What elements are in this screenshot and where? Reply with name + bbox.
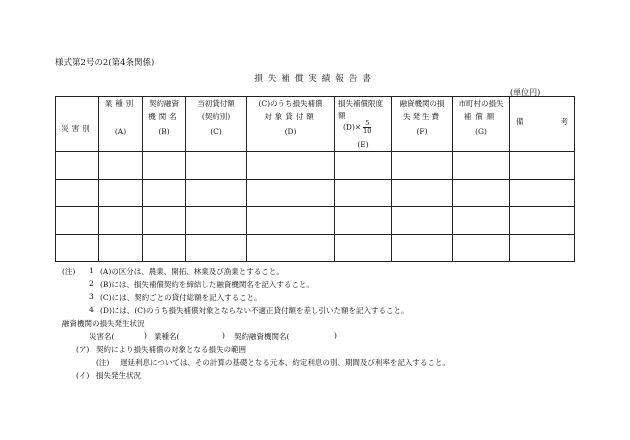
header-limit-line2: 額 — [338, 111, 346, 120]
header-initial-loan-line1: 当初貸付額 — [197, 99, 235, 108]
table-cell[interactable] — [56, 179, 99, 207]
header-municipal — [453, 97, 510, 152]
header-disaster — [56, 97, 99, 152]
header-lender-code: (B) — [158, 127, 170, 136]
document-title: 損失補償実績報告書 — [254, 74, 376, 84]
disaster-name-close: ) — [144, 331, 147, 340]
header-disaster-label: 災害別 — [61, 124, 93, 133]
table-cell[interactable] — [453, 179, 510, 207]
header-municipal-code: (G) — [475, 127, 487, 136]
institution-name-label: 契約融資機関名( — [234, 332, 290, 341]
header-covered-loan-line1: (C)のうち損失補償 — [258, 99, 323, 108]
note-number: 1 — [89, 266, 94, 275]
table-cell[interactable] — [510, 234, 575, 262]
table-cell[interactable] — [99, 207, 143, 235]
header-lender-line2: 機関名 — [148, 112, 180, 121]
table-cell[interactable] — [247, 152, 335, 180]
table-cell[interactable] — [99, 179, 143, 207]
disaster-name-label: 災害名( — [89, 332, 115, 341]
table-cell[interactable] — [335, 179, 392, 207]
header-municipal-line2: 補償額 — [463, 112, 499, 121]
note-number: 2 — [89, 279, 94, 288]
header-covered-loan — [247, 97, 335, 152]
note-text: (C)には、契約ごとの貸付総額を記入すること。 — [100, 293, 262, 302]
header-covered-loan-line2: 対象貸付額 — [264, 112, 317, 121]
fraction-denominator: 10 — [363, 126, 372, 135]
limit-fraction — [363, 120, 371, 135]
table-cell[interactable] — [143, 152, 186, 180]
note-number: 4 — [89, 305, 94, 314]
table-row — [56, 179, 575, 207]
table-cell[interactable] — [510, 152, 575, 180]
table-cell[interactable] — [186, 179, 247, 207]
header-industry — [99, 97, 143, 152]
table-cell[interactable] — [392, 152, 453, 180]
fraction-numerator: 5 — [363, 120, 371, 128]
table-cell[interactable] — [453, 234, 510, 262]
table-cell[interactable] — [247, 179, 335, 207]
item-a-note-text: 遅延利息については、その計算の基礎となる元本、約定利息の別、期間及び利率を記入すること。 — [120, 358, 450, 367]
unit-label: (単位円) — [510, 88, 541, 97]
header-lender — [143, 97, 186, 152]
header-limit-code: (E) — [357, 140, 369, 149]
industry-name-label: 業種名( — [154, 332, 180, 341]
institution-name-close: ) — [334, 331, 337, 340]
item-i-text: 損失発生状況 — [96, 371, 141, 380]
table-cell[interactable] — [453, 152, 510, 180]
header-remarks — [510, 97, 575, 152]
table-cell[interactable] — [143, 234, 186, 262]
table-row — [56, 207, 575, 235]
table-cell[interactable] — [335, 207, 392, 235]
table-row — [56, 234, 575, 262]
item-a-note-label: (注) — [96, 358, 110, 367]
table-cell[interactable] — [453, 207, 510, 235]
note-text: (A)の区分は、農業、開拓、林業及び漁業とすること。 — [100, 267, 284, 276]
note-text: (D)には、(C)のうち損失補償対象とならない不適正貸付額を差し引いた額を記入すること。 — [100, 306, 409, 315]
table-cell[interactable] — [510, 207, 575, 235]
note-text: (B)には、損失補償契約を締結した融資機関名を記入すること。 — [100, 280, 314, 289]
item-i-label: (イ) — [76, 371, 90, 380]
item-a-label: (ア) — [76, 345, 90, 354]
header-industry-line1: 業種別 — [104, 99, 137, 108]
table-cell[interactable] — [99, 152, 143, 180]
note-number: 3 — [89, 292, 94, 301]
report-table — [55, 96, 575, 262]
table-cell[interactable] — [186, 152, 247, 180]
form-number: 様式第2号の2(第4条関係) — [55, 58, 155, 68]
header-limit-formula — [335, 120, 399, 135]
table-cell[interactable] — [143, 207, 186, 235]
table-cell[interactable] — [143, 179, 186, 207]
table-cell[interactable] — [392, 207, 453, 235]
header-lender-loss-line2: 失発生費 — [403, 112, 441, 121]
header-municipal-line1: 市町村の損失 — [458, 99, 504, 108]
table-cell[interactable] — [392, 179, 453, 207]
section-heading: 融資機関の損失発生状況 — [62, 319, 145, 328]
header-industry-code: (A) — [114, 127, 127, 136]
header-remarks-left: 備 — [516, 117, 524, 126]
table-cell[interactable] — [186, 234, 247, 262]
table-cell[interactable] — [392, 234, 453, 262]
header-row — [56, 97, 575, 152]
table-cell[interactable] — [335, 152, 392, 180]
table-cell[interactable] — [186, 207, 247, 235]
table-cell[interactable] — [510, 179, 575, 207]
header-limit-formula-text: (D)× — [343, 122, 362, 132]
table-cell[interactable] — [247, 234, 335, 262]
table-cell[interactable] — [335, 234, 392, 262]
header-initial-loan-line2: (契約別) — [201, 112, 231, 121]
header-initial-loan-code: (C) — [210, 127, 222, 136]
header-limit — [335, 97, 392, 152]
header-covered-loan-code: (D) — [284, 127, 297, 136]
header-limit-line1: 損失補償限度 — [338, 99, 383, 108]
header-initial-loan — [186, 97, 247, 152]
header-lender-loss — [392, 97, 453, 152]
table-cell[interactable] — [247, 207, 335, 235]
header-remarks-right: 考 — [560, 117, 568, 126]
table-cell[interactable] — [56, 152, 99, 180]
item-a-text: 契約により損失補償の対象となる損失の範囲 — [96, 345, 246, 354]
header-lender-loss-line1: 融資機関の損 — [399, 99, 445, 108]
table-cell[interactable] — [56, 207, 99, 235]
notes-lead: (注) — [62, 267, 76, 276]
header-lender-loss-code: (F) — [416, 127, 428, 136]
industry-name-close: ) — [222, 331, 225, 340]
table-cell[interactable] — [56, 234, 99, 262]
table-row — [56, 152, 575, 180]
header-lender-line1: 契約融資 — [149, 99, 179, 108]
table-cell[interactable] — [99, 234, 143, 262]
